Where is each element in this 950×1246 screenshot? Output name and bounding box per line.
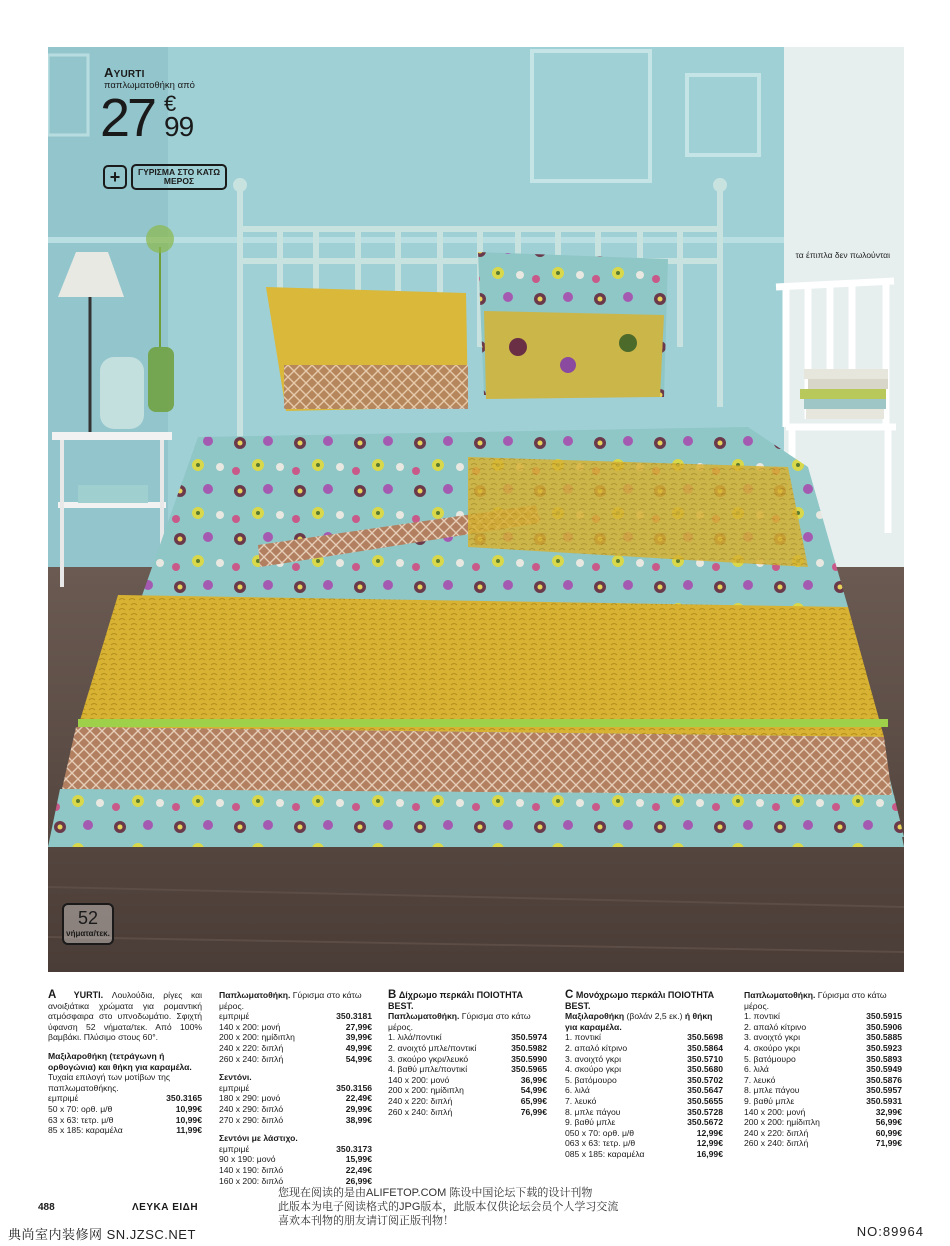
percale-solid-heading: C Μονόχρωμο περκάλι ΠΟΙΟΤΗΤΑ BEST. xyxy=(565,989,715,1011)
color-row: 7. λευκό 350.5876 xyxy=(744,1074,902,1085)
ref-row: εμπριμέ 350.3156 xyxy=(219,1082,372,1093)
watermark-right: NO:89964 xyxy=(856,1224,924,1239)
price-currency: € xyxy=(164,91,177,116)
price-row: 85 x 185: καραμέλα 11,99€ xyxy=(48,1125,202,1136)
color-row: 9. βαθύ μπλε 350.5672 xyxy=(565,1117,723,1128)
price-row: 085 x 185: καραμέλα 16,99€ xyxy=(565,1148,723,1159)
price-row: 200 x 200: ημίδιπλη 56,99€ xyxy=(744,1117,902,1128)
price-row: 63 x 63: τετρ. μ/θ 10,99€ xyxy=(48,1114,202,1125)
color-row: 4. σκούρο γκρι 350.5680 xyxy=(565,1064,723,1075)
price-block xyxy=(100,65,304,149)
color-row: 4. βαθύ μπλε/ποντικί 350.5965 xyxy=(388,1064,547,1075)
price-row: 240 x 290: διπλό 29,99€ xyxy=(219,1103,372,1114)
price-row: 050 x 70: ορθ. μ/θ 12,99€ xyxy=(565,1127,723,1138)
duvet-heading: Παπλωματοθήκη. Γύρισμα στο κάτω μέρος. xyxy=(388,1011,531,1032)
furniture-note: τα έπιπλα δεν πωλούνται xyxy=(795,250,890,260)
color-row: 2. απαλό κίτρινο 350.5864 xyxy=(565,1042,723,1053)
category-label: ΛΕΥΚΑ ΕΙΔΗ xyxy=(132,1202,199,1213)
color-row: 1. ποντικί 350.5698 xyxy=(565,1032,723,1043)
page-number: 488 xyxy=(38,1202,55,1213)
turn-down-badge: ΓΥΡΙΣΜΑ ΣΤΟ ΚΑΤΩ ΜΕΡΟΣ xyxy=(131,164,227,190)
price-row: 240 x 220: διπλή 60,99€ xyxy=(744,1127,902,1138)
column-e xyxy=(744,990,902,1149)
color-row: 3. ανοιχτό γκρι 350.5710 xyxy=(565,1053,723,1064)
price-row: 240 x 220: διπλή 49,99€ xyxy=(219,1042,372,1053)
column-d xyxy=(565,990,723,1160)
column-b xyxy=(219,990,372,1186)
ref-row: εμπριμέ 350.3173 xyxy=(219,1143,372,1154)
price-row: 260 x 240: διπλή 76,99€ xyxy=(388,1106,547,1117)
feature-icons xyxy=(103,164,227,190)
section-letter: A YURTI. xyxy=(48,989,104,1001)
color-row: 8. μπλε πάγου 350.5728 xyxy=(565,1106,723,1117)
price-decimals: 99 xyxy=(164,111,194,142)
fitted-sheet-heading: Σεντόνι με λάστιχο. xyxy=(219,1133,298,1144)
price-row: 140 x 190: διπλό 22,49€ xyxy=(219,1164,372,1175)
yurti-description: A YURTI. Λουλούδια, ρίγες και ανοιξιάτικα χρώματα για ρομαντική ατμόσφαιρα στο υπνοδωμάτιο. Σφιχτή ύφανση 52 νήματα/τεκ. Από 100% βαμβάκι. Πλύσιμο στους 60°. xyxy=(48,989,203,1043)
thread-count: 52 xyxy=(77,908,99,928)
color-row: 1. ποντικί 350.5915 xyxy=(744,1011,902,1022)
column-c xyxy=(388,990,547,1117)
product-title xyxy=(104,65,304,80)
duvet-heading: Παπλωματοθήκη. Γύρισμα στο κάτω μέρος. xyxy=(219,990,362,1011)
price-row: 063 x 63: τετρ. μ/θ 12,99€ xyxy=(565,1138,723,1149)
product-subtitle: παπλωματοθήκη από xyxy=(104,80,195,91)
pillowcase-heading: Μαξιλαροθήκη (βολάν 2,5 εκ.) ή θήκη για καραμέλα. xyxy=(565,1011,713,1032)
thread-unit: νήματα/τεκ. xyxy=(66,929,110,938)
price-row: 260 x 240: διπλή 71,99€ xyxy=(744,1138,902,1149)
price-row: 200 x 200: ημίδιπλη 54,99€ xyxy=(388,1085,547,1096)
price-row: 140 x 200: μονό 36,99€ xyxy=(388,1074,547,1085)
watermark-left: 典尚室内装修网 SN.JZSC.NET xyxy=(8,1227,196,1242)
price xyxy=(100,88,304,149)
color-row: 3. σκούρο γκρι/λευκό 350.5990 xyxy=(388,1053,547,1064)
percale-two-tone-heading: B Δίχρωμο περκάλι ΠΟΙΟΤΗΤΑ BEST. xyxy=(388,989,523,1011)
price-row: 140 x 200: μονή 27,99€ xyxy=(219,1021,372,1032)
price-row: 50 x 70: ορθ. μ/θ 10,99€ xyxy=(48,1103,202,1114)
title-name: YURTI xyxy=(113,69,145,80)
price-row: 140 x 200: μονή 32,99€ xyxy=(744,1106,902,1117)
duvet-heading: Παπλωματοθήκη. Γύρισμα στο κάτω μέρος. xyxy=(744,990,887,1011)
watermark-line: 喜欢本刊物的朋友请订阅正版刊物！ xyxy=(278,1215,454,1227)
color-row: 7. λευκό 350.5655 xyxy=(565,1095,723,1106)
price-row: 200 x 200: ημίδιπλη 39,99€ xyxy=(219,1032,372,1043)
color-row: 8. μπλε πάγου 350.5957 xyxy=(744,1085,902,1096)
price-row: 260 x 240: διπλή 54,99€ xyxy=(219,1053,372,1064)
price-row: 270 x 290: διπλό 38,99€ xyxy=(219,1114,372,1125)
watermark-notice xyxy=(278,1186,698,1228)
price-row: 90 x 190: μονό 15,99€ xyxy=(219,1154,372,1165)
color-row: 4. σκούρο γκρι 350.5923 xyxy=(744,1042,902,1053)
color-row: 9. βαθύ μπλε 350.5931 xyxy=(744,1095,902,1106)
ref-row: εμπριμέ 350.3165 xyxy=(48,1093,202,1104)
plus-icon: + xyxy=(103,165,127,189)
price-row: 160 x 200: διπλό 26,99€ xyxy=(219,1175,372,1186)
price-integer: 27 xyxy=(100,88,155,148)
price-row: 240 x 220: διπλή 65,99€ xyxy=(388,1095,547,1106)
watermark-line: 此版本为电子阅读格式的JPG版本，此版本仅供论坛会员个人学习交流 xyxy=(278,1201,619,1213)
product-photo xyxy=(48,47,904,972)
color-row: 6. λιλά 350.5647 xyxy=(565,1085,723,1096)
color-row: 2. ανοιχτό μπλε/ποντικί 350.5982 xyxy=(388,1042,547,1053)
ref-row: εμπριμέ 350.3181 xyxy=(219,1011,372,1022)
color-row: 5. βατόμουρο 350.5893 xyxy=(744,1053,902,1064)
sheet-heading: Σεντόνι. xyxy=(219,1072,252,1083)
color-row: 6. λιλά 350.5949 xyxy=(744,1064,902,1075)
watermark-line: 您现在阅读的是由ALIFETOP.COM 陈设中国论坛下载的设计刊物 xyxy=(278,1187,593,1199)
color-row: 3. ανοιχτό γκρι 350.5885 xyxy=(744,1032,902,1043)
thread-count-badge xyxy=(62,903,114,945)
pillowcase-description: Μαξιλαροθήκη (τετράγωνη ή ορθογώνια) και θήκη για καραμέλα. Τυχαία επιλογή των μοτίβων της παπλωματοθήκης. xyxy=(48,1050,192,1093)
color-row: 1. λιλά/ποντικί 350.5974 xyxy=(388,1032,547,1043)
column-a xyxy=(48,990,202,1136)
title-letter: A xyxy=(104,65,114,80)
price-row: 180 x 290: μονό 22,49€ xyxy=(219,1093,372,1104)
color-row: 2. απαλό κίτρινο 350.5906 xyxy=(744,1021,902,1032)
color-row: 5. βατόμουρο 350.5702 xyxy=(565,1074,723,1085)
